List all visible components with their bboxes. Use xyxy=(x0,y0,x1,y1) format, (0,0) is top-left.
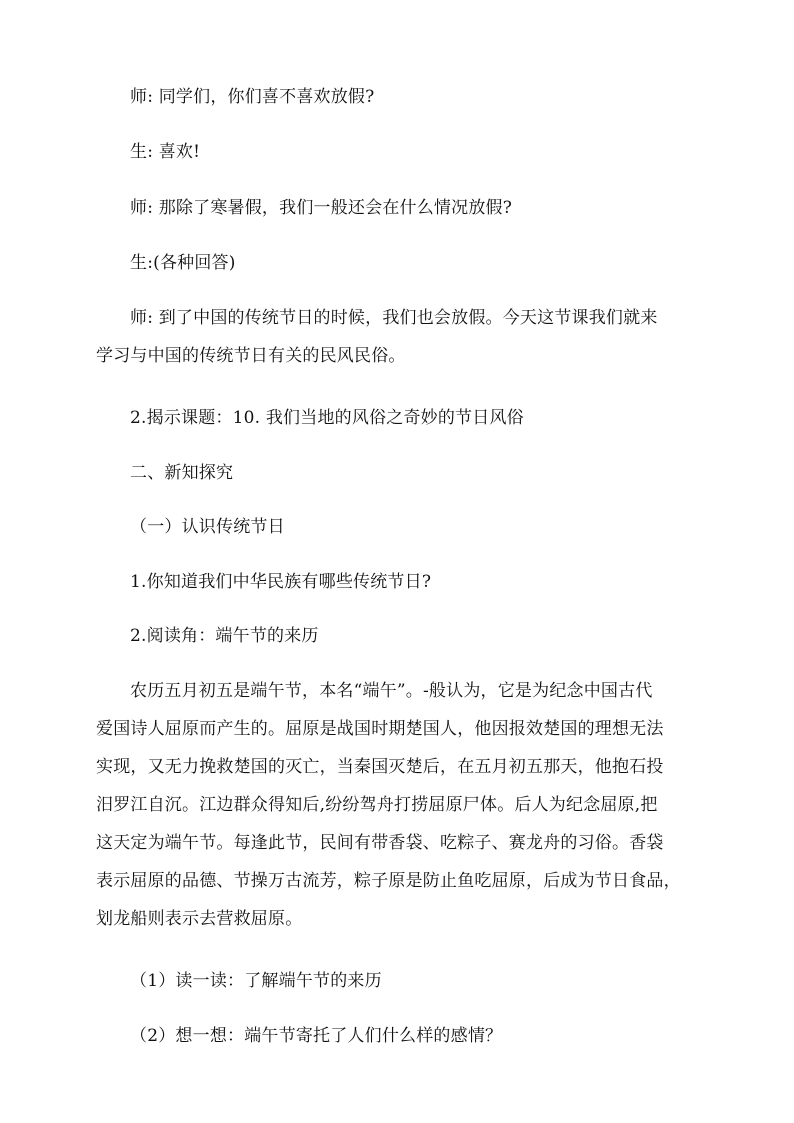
reading-paragraph-line-3: 实现，又无力挽救楚国的灭亡，当秦国灭楚后，在五月初五那天，他抱石投 xyxy=(96,757,664,777)
question-1: 1.你知道我们中华民族有哪些传统节日? xyxy=(130,572,432,592)
dialogue-student-2: 生:(各种回答) xyxy=(130,253,236,273)
reading-paragraph-line-2: 爱国诗人屈原而产生的。屈原是战国时期楚国人，他因报效楚国的理想无法 xyxy=(96,719,664,739)
subsection-heading: （一）认识传统节日 xyxy=(130,517,285,537)
activity-think: （2）想一想：端午节寄托了人们什么样的感情？ xyxy=(130,1026,503,1046)
dialogue-teacher-1: 师: 同学们，你们喜不喜欢放假? xyxy=(130,87,375,107)
lesson-topic: 2.揭示课题：10. 我们当地的风俗之奇妙的节日风俗 xyxy=(130,408,524,428)
dialogue-student-1: 生: 喜欢! xyxy=(130,142,201,162)
reading-corner-heading: 2.阅读角：端午节的来历 xyxy=(130,626,319,646)
reading-paragraph-line-1: 农历五月初五是端午节，本名“端午”。-般认为，它是为纪念中国古代 xyxy=(130,681,653,701)
dialogue-teacher-3-line-1: 师: 到了中国的传统节日的时候，我们也会放假。今天这节课我们就来 xyxy=(130,308,658,328)
activity-read: （1）读一读：了解端午节的来历 xyxy=(130,971,382,991)
section-heading: 二、新知探究 xyxy=(130,463,234,483)
reading-paragraph-line-5: 这天定为端午节。每逢此节，民间有带香袋、吃粽子、赛龙舟的习俗。香袋 xyxy=(96,833,664,853)
reading-paragraph-line-7: 划龙船则表示去营救屈原。 xyxy=(96,909,303,929)
dialogue-teacher-3-line-2: 学习与中国的传统节日有关的民风民俗。 xyxy=(96,346,406,366)
reading-paragraph-line-6: 表示屈原的品德、节操万古流芳，粽子原是防止鱼吃屈原，后成为节日食品， xyxy=(96,871,681,891)
reading-paragraph-line-4: 汨罗江自沉。江边群众得知后,纷纷驾舟打捞屈原尸体。后人为纪念屈原,把 xyxy=(96,795,658,815)
dialogue-teacher-2: 师: 那除了寒暑假，我们一般还会在什么情况放假? xyxy=(130,198,513,218)
